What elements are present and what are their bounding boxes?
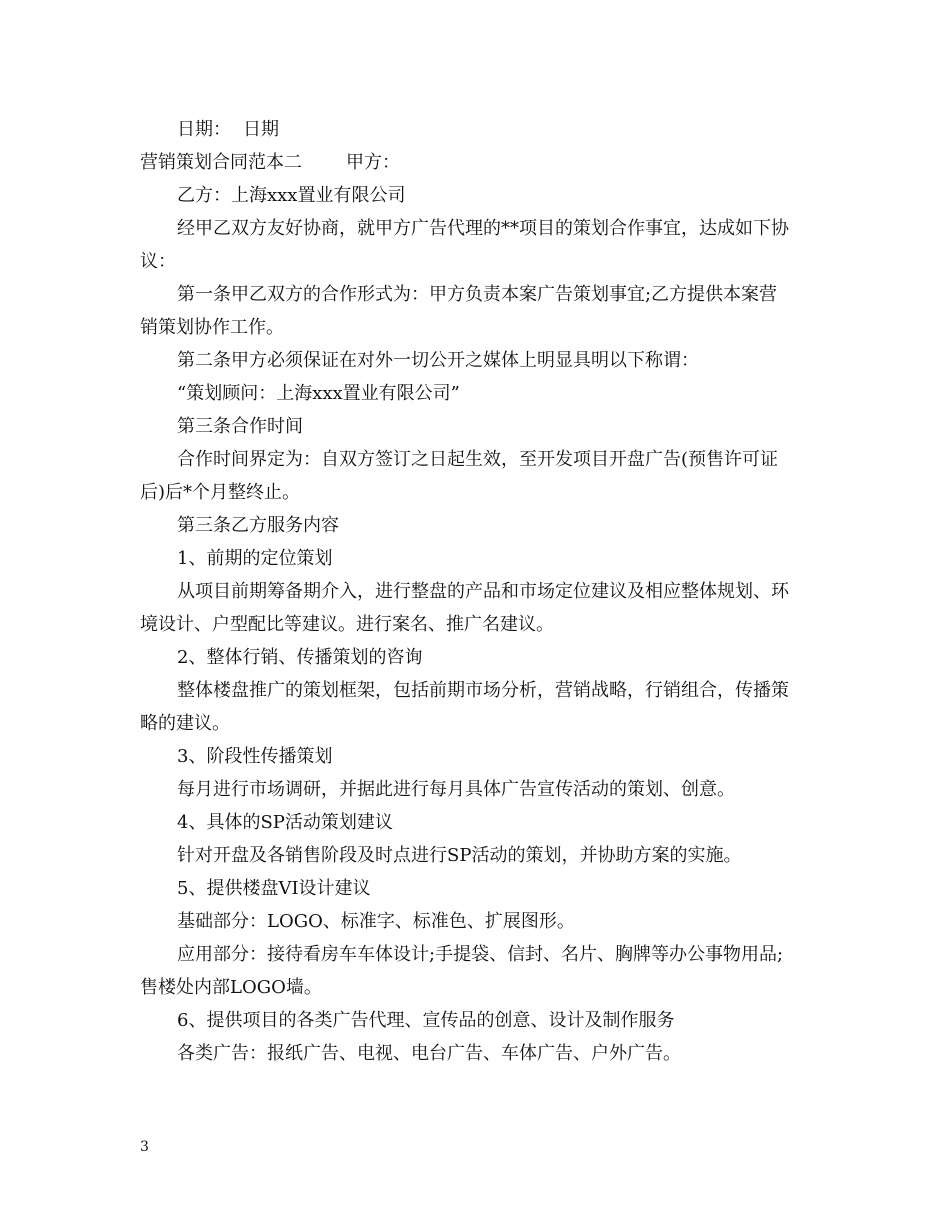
date-line (140, 113, 812, 146)
service-1-line-1: 从项目前期筹备期介入，进行整盘的产品和市场定位建议及相应整体规划、环 (177, 581, 789, 602)
service-5-line-1: 基础部分：LOGO、标准字、标准色、扩展图形。 (177, 911, 575, 932)
service-2-title: 2、整体行销、传播策划的咨询 (177, 647, 423, 668)
heading-line (140, 146, 812, 179)
document-title: 营销策划合同范本二 (140, 152, 302, 173)
service-6-title: 6、提供项目的各类广告代理、宣传品的创意、设计及制作服务 (177, 1010, 675, 1031)
service-5-line-3: 售楼处内部LOGO墙。 (140, 977, 322, 998)
page-number: 3 (140, 1139, 149, 1155)
intro-line-2: 议： (140, 251, 176, 272)
article-3-title: 第三条合作时间 (177, 416, 303, 437)
document-body (140, 113, 812, 1070)
article-2-line: 第二条甲方必须保证在对外一切公开之媒体上明显具明以下称谓： (177, 350, 699, 371)
date-label: 日期： (177, 119, 231, 140)
article-2-quote: “策划顾问：上海xxx置业有限公司” (177, 383, 460, 404)
service-5-line-2: 应用部分：接待看房车车体设计;手提袋、信封、名片、胸牌等办公事物用品; (177, 944, 784, 965)
service-6-line-1: 各类广告：报纸广告、电视、电台广告、车体广告、户外广告。 (177, 1043, 681, 1064)
intro-line-1 (140, 212, 812, 245)
service-3-title: 3、阶段性传播策划 (177, 746, 333, 767)
intro-text-1: 经甲乙双方友好协商，就甲方广告代理的**项目的策划合作事宜，达成如下协 (177, 218, 789, 239)
date-value: 日期 (243, 119, 279, 140)
service-4-line-1: 针对开盘及各销售阶段及时点进行SP活动的策划，并协助方案的实施。 (177, 845, 742, 866)
service-3-line-1: 每月进行市场调研，并据此进行每月具体广告宣传活动的策划、创意。 (177, 779, 735, 800)
service-2-line-1: 整体楼盘推广的策划框架，包括前期市场分析，营销战略，行销组合，传播策 (177, 680, 789, 701)
article-1-line-2: 销策划协作工作。 (140, 317, 284, 338)
service-4-title: 4、具体的SP活动策划建议 (177, 812, 393, 833)
party-b-line: 乙方：上海xxx置业有限公司 (177, 185, 406, 206)
article-3-line-2: 后)后*个月整终止。 (140, 482, 301, 503)
article-3-line-1: 合作时间界定为：自双方签订之日起生效，至开发项目开盘广告(预售许可证 (177, 449, 779, 470)
article-3b-title: 第三条乙方服务内容 (177, 515, 339, 536)
service-5-title: 5、提供楼盘VI设计建议 (177, 878, 371, 899)
party-a-label: 甲方： (346, 152, 400, 173)
service-1-line-2: 境设计、户型配比等建议。进行案名、推广名建议。 (140, 614, 554, 635)
service-1-title: 1、前期的定位策划 (177, 548, 333, 569)
article-1-line-1: 第一条甲乙双方的合作形式为：甲方负责本案广告策划事宜;乙方提供本案营 (177, 284, 778, 305)
service-2-line-2: 略的建议。 (140, 713, 230, 734)
